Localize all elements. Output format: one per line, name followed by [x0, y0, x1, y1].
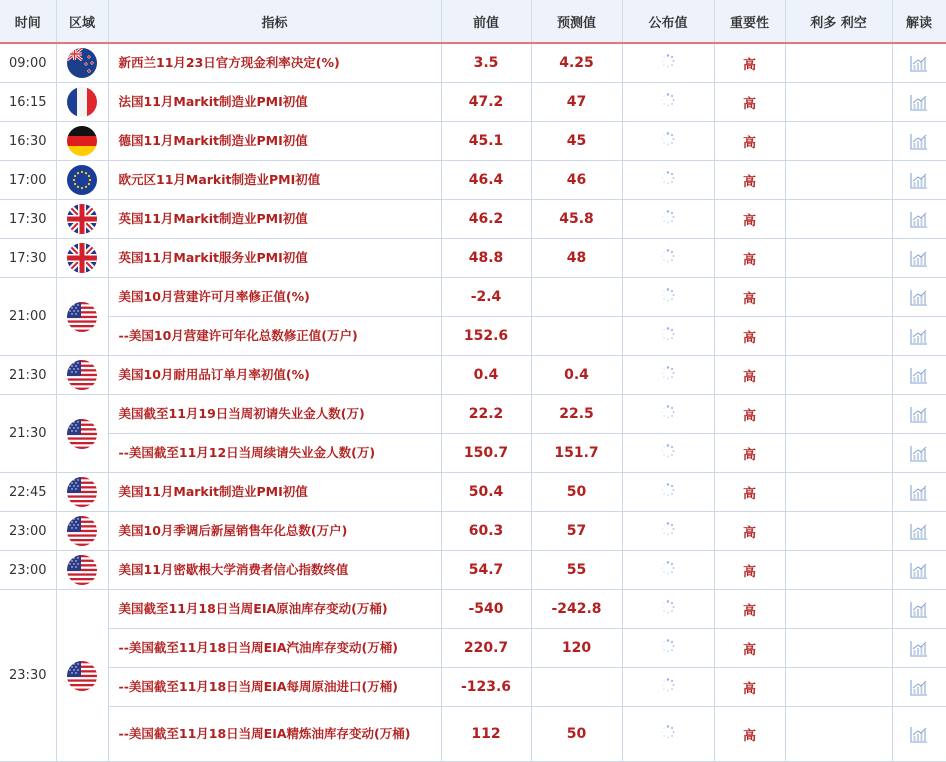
bull-bear-cell	[785, 395, 892, 434]
chart-analysis-icon[interactable]	[910, 329, 928, 344]
importance-level: 高	[714, 512, 785, 551]
table-row[interactable]	[0, 707, 946, 762]
analysis-cell[interactable]	[892, 707, 946, 762]
forecast-value: 48	[531, 239, 622, 278]
previous-value: -540	[441, 590, 531, 629]
loading-spinner-icon	[661, 486, 675, 501]
forecast-value: 4.25	[531, 43, 622, 83]
col-header-indicator: 指标	[108, 0, 441, 43]
previous-value: 150.7	[441, 434, 531, 473]
previous-value: 60.3	[441, 512, 531, 551]
region-cell	[56, 278, 108, 356]
uk-flag-icon	[67, 243, 97, 273]
analysis-cell[interactable]	[892, 43, 946, 83]
analysis-cell[interactable]	[892, 473, 946, 512]
forecast-value: 47	[531, 83, 622, 122]
forecast-value: 57	[531, 512, 622, 551]
forecast-value: 50	[531, 707, 622, 762]
importance-level: 高	[714, 629, 785, 668]
actual-value	[622, 629, 714, 668]
event-time: 17:30	[0, 200, 56, 239]
importance-level: 高	[714, 551, 785, 590]
indicator-name[interactable]: 美国10月耐用品订单月率初值(%)	[108, 356, 441, 395]
loading-spinner-icon	[661, 57, 675, 72]
indicator-name[interactable]: 美国10月营建许可月率修正值(%)	[108, 278, 441, 317]
eurozone-flag-icon	[67, 165, 97, 195]
bull-bear-cell	[785, 356, 892, 395]
forecast-value	[531, 317, 622, 356]
region-cell	[56, 512, 108, 551]
analysis-cell[interactable]	[892, 278, 946, 317]
loading-spinner-icon	[661, 447, 675, 462]
importance-level: 高	[714, 434, 785, 473]
actual-value	[622, 161, 714, 200]
table-row[interactable]	[0, 395, 946, 434]
col-header-actual: 公布值	[622, 0, 714, 43]
loading-spinner-icon	[661, 681, 675, 696]
bull-bear-cell	[785, 512, 892, 551]
indicator-name[interactable]: 美国10月季调后新屋销售年化总数(万户)	[108, 512, 441, 551]
bull-bear-cell	[785, 317, 892, 356]
region-cell	[56, 239, 108, 278]
loading-spinner-icon	[661, 728, 675, 743]
analysis-cell[interactable]	[892, 317, 946, 356]
table-row[interactable]	[0, 629, 946, 668]
actual-value	[622, 356, 714, 395]
chart-analysis-icon[interactable]	[910, 407, 928, 422]
bull-bear-cell	[785, 83, 892, 122]
usa-flag-icon	[67, 360, 97, 390]
importance-level: 高	[714, 278, 785, 317]
region-cell	[56, 551, 108, 590]
col-header-forecast: 预测值	[531, 0, 622, 43]
loading-spinner-icon	[661, 291, 675, 306]
actual-value	[622, 239, 714, 278]
loading-spinner-icon	[661, 252, 675, 267]
forecast-value	[531, 668, 622, 707]
importance-level: 高	[714, 161, 785, 200]
indicator-name[interactable]: --美国截至11月12日当周续请失业金人数(万)	[108, 434, 441, 473]
event-time: 09:00	[0, 43, 56, 83]
forecast-value: 55	[531, 551, 622, 590]
region-cell	[56, 83, 108, 122]
forecast-value: 45.8	[531, 200, 622, 239]
forecast-value: -242.8	[531, 590, 622, 629]
bull-bear-cell	[785, 200, 892, 239]
actual-value	[622, 395, 714, 434]
chart-analysis-icon[interactable]	[910, 446, 928, 461]
actual-value	[622, 434, 714, 473]
importance-level: 高	[714, 473, 785, 512]
col-header-importance: 重要性	[714, 0, 785, 43]
event-time: 23:00	[0, 512, 56, 551]
chart-analysis-icon[interactable]	[910, 602, 928, 617]
importance-level: 高	[714, 200, 785, 239]
actual-value	[622, 707, 714, 762]
actual-value	[622, 668, 714, 707]
usa-flag-icon	[67, 419, 97, 449]
region-cell	[56, 356, 108, 395]
analysis-cell[interactable]	[892, 551, 946, 590]
usa-flag-icon	[67, 661, 97, 691]
indicator-name[interactable]: 德国11月Markit制造业PMI初值	[108, 122, 441, 161]
previous-value: 45.1	[441, 122, 531, 161]
forecast-value: 151.7	[531, 434, 622, 473]
bull-bear-cell	[785, 43, 892, 83]
chart-analysis-icon[interactable]	[910, 524, 928, 539]
uk-flag-icon	[67, 204, 97, 234]
analysis-cell[interactable]	[892, 122, 946, 161]
indicator-name[interactable]: 欧元区11月Markit制造业PMI初值	[108, 161, 441, 200]
table-row[interactable]	[0, 200, 946, 239]
loading-spinner-icon	[661, 135, 675, 150]
importance-level: 高	[714, 43, 785, 83]
previous-value: 22.2	[441, 395, 531, 434]
new-zealand-flag-icon	[67, 48, 97, 78]
chart-analysis-icon[interactable]	[910, 95, 928, 110]
forecast-value: 46	[531, 161, 622, 200]
actual-value	[622, 512, 714, 551]
loading-spinner-icon	[661, 213, 675, 228]
table-row[interactable]	[0, 590, 946, 629]
previous-value: 112	[441, 707, 531, 762]
usa-flag-icon	[67, 302, 97, 332]
analysis-cell[interactable]	[892, 239, 946, 278]
loading-spinner-icon	[661, 525, 675, 540]
region-cell	[56, 395, 108, 473]
previous-value: 3.5	[441, 43, 531, 83]
previous-value: 46.4	[441, 161, 531, 200]
region-cell	[56, 200, 108, 239]
analysis-cell[interactable]	[892, 512, 946, 551]
bull-bear-cell	[785, 668, 892, 707]
actual-value	[622, 473, 714, 512]
table-row[interactable]	[0, 434, 946, 473]
indicator-name[interactable]: --美国截至11月18日当周EIA每周原油进口(万桶)	[108, 668, 441, 707]
previous-value: 152.6	[441, 317, 531, 356]
actual-value	[622, 83, 714, 122]
loading-spinner-icon	[661, 564, 675, 579]
event-time: 23:30	[0, 590, 56, 762]
loading-spinner-icon	[661, 96, 675, 111]
chart-analysis-icon[interactable]	[910, 485, 928, 500]
chart-analysis-icon[interactable]	[910, 251, 928, 266]
header-row	[0, 0, 946, 43]
event-time: 17:00	[0, 161, 56, 200]
importance-level: 高	[714, 83, 785, 122]
bull-bear-cell	[785, 278, 892, 317]
previous-value: -123.6	[441, 668, 531, 707]
previous-value: 220.7	[441, 629, 531, 668]
loading-spinner-icon	[661, 369, 675, 384]
loading-spinner-icon	[661, 603, 675, 618]
event-time: 21:30	[0, 356, 56, 395]
importance-level: 高	[714, 668, 785, 707]
germany-flag-icon	[67, 126, 97, 156]
analysis-cell[interactable]	[892, 356, 946, 395]
indicator-name[interactable]: --美国截至11月18日当周EIA精炼油库存变动(万桶)	[108, 707, 441, 762]
table-row[interactable]	[0, 512, 946, 551]
indicator-name[interactable]: 美国11月密歇根大学消费者信心指数终值	[108, 551, 441, 590]
col-header-prev: 前值	[441, 0, 531, 43]
chart-analysis-icon[interactable]	[910, 56, 928, 71]
france-flag-icon	[67, 87, 97, 117]
event-time: 21:00	[0, 278, 56, 356]
chart-analysis-icon[interactable]	[910, 368, 928, 383]
bull-bear-cell	[785, 629, 892, 668]
table-row[interactable]	[0, 161, 946, 200]
forecast-value	[531, 278, 622, 317]
analysis-cell[interactable]	[892, 668, 946, 707]
loading-spinner-icon	[661, 408, 675, 423]
importance-level: 高	[714, 317, 785, 356]
analysis-cell[interactable]	[892, 590, 946, 629]
event-time: 16:15	[0, 83, 56, 122]
col-header-region: 区域	[56, 0, 108, 43]
actual-value	[622, 317, 714, 356]
importance-level: 高	[714, 590, 785, 629]
col-header-time: 时间	[0, 0, 56, 43]
bull-bear-cell	[785, 707, 892, 762]
forecast-value: 50	[531, 473, 622, 512]
table-row[interactable]	[0, 122, 946, 161]
loading-spinner-icon	[661, 642, 675, 657]
previous-value: -2.4	[441, 278, 531, 317]
loading-spinner-icon	[661, 330, 675, 345]
usa-flag-icon	[67, 516, 97, 546]
table-row[interactable]	[0, 43, 946, 83]
indicator-name[interactable]: --美国10月营建许可年化总数修正值(万户)	[108, 317, 441, 356]
analysis-cell[interactable]	[892, 629, 946, 668]
bull-bear-cell	[785, 122, 892, 161]
event-time: 16:30	[0, 122, 56, 161]
bull-bear-cell	[785, 590, 892, 629]
forecast-value: 0.4	[531, 356, 622, 395]
actual-value	[622, 43, 714, 83]
previous-value: 50.4	[441, 473, 531, 512]
chart-analysis-icon[interactable]	[910, 680, 928, 695]
previous-value: 48.8	[441, 239, 531, 278]
bull-bear-cell	[785, 161, 892, 200]
indicator-name[interactable]: 美国截至11月18日当周EIA原油库存变动(万桶)	[108, 590, 441, 629]
forecast-value: 22.5	[531, 395, 622, 434]
chart-analysis-icon[interactable]	[910, 134, 928, 149]
table-row[interactable]	[0, 278, 946, 317]
indicator-name[interactable]: 美国截至11月19日当周初请失业金人数(万)	[108, 395, 441, 434]
analysis-cell[interactable]	[892, 83, 946, 122]
table-row[interactable]	[0, 668, 946, 707]
importance-level: 高	[714, 707, 785, 762]
previous-value: 46.2	[441, 200, 531, 239]
indicator-name[interactable]: 英国11月Markit服务业PMI初值	[108, 239, 441, 278]
chart-analysis-icon[interactable]	[910, 212, 928, 227]
table-row[interactable]	[0, 356, 946, 395]
col-header-analysis: 解读	[892, 0, 946, 43]
region-cell	[56, 122, 108, 161]
bull-bear-cell	[785, 473, 892, 512]
actual-value	[622, 278, 714, 317]
table-row[interactable]	[0, 473, 946, 512]
chart-analysis-icon[interactable]	[910, 641, 928, 656]
importance-level: 高	[714, 395, 785, 434]
analysis-cell[interactable]	[892, 161, 946, 200]
analysis-cell[interactable]	[892, 200, 946, 239]
loading-spinner-icon	[661, 174, 675, 189]
table-row[interactable]	[0, 239, 946, 278]
importance-level: 高	[714, 239, 785, 278]
previous-value: 0.4	[441, 356, 531, 395]
actual-value	[622, 200, 714, 239]
region-cell	[56, 161, 108, 200]
col-header-bull-bear: 利多 利空	[785, 0, 892, 43]
indicator-name[interactable]: 新西兰11月23日官方现金利率决定(%)	[108, 43, 441, 83]
table-row[interactable]	[0, 83, 946, 122]
previous-value: 47.2	[441, 83, 531, 122]
table-row[interactable]	[0, 551, 946, 590]
usa-flag-icon	[67, 477, 97, 507]
indicator-name[interactable]: 美国11月Markit制造业PMI初值	[108, 473, 441, 512]
actual-value	[622, 551, 714, 590]
event-time: 23:00	[0, 551, 56, 590]
region-cell	[56, 43, 108, 83]
bull-bear-cell	[785, 239, 892, 278]
chart-analysis-icon[interactable]	[910, 727, 928, 742]
analysis-cell[interactable]	[892, 434, 946, 473]
event-time: 21:30	[0, 395, 56, 473]
chart-analysis-icon[interactable]	[910, 290, 928, 305]
table-row[interactable]	[0, 317, 946, 356]
region-cell	[56, 590, 108, 762]
region-cell	[56, 473, 108, 512]
actual-value	[622, 122, 714, 161]
bull-bear-cell	[785, 434, 892, 473]
event-time: 22:45	[0, 473, 56, 512]
indicator-name[interactable]: 英国11月Markit制造业PMI初值	[108, 200, 441, 239]
importance-level: 高	[714, 122, 785, 161]
chart-analysis-icon[interactable]	[910, 563, 928, 578]
bull-bear-cell	[785, 551, 892, 590]
indicator-name[interactable]: --美国截至11月18日当周EIA汽油库存变动(万桶)	[108, 629, 441, 668]
forecast-value: 120	[531, 629, 622, 668]
chart-analysis-icon[interactable]	[910, 173, 928, 188]
forecast-value: 45	[531, 122, 622, 161]
actual-value	[622, 590, 714, 629]
previous-value: 54.7	[441, 551, 531, 590]
analysis-cell[interactable]	[892, 395, 946, 434]
event-time: 17:30	[0, 239, 56, 278]
importance-level: 高	[714, 356, 785, 395]
indicator-name[interactable]: 法国11月Markit制造业PMI初值	[108, 83, 441, 122]
usa-flag-icon	[67, 555, 97, 585]
